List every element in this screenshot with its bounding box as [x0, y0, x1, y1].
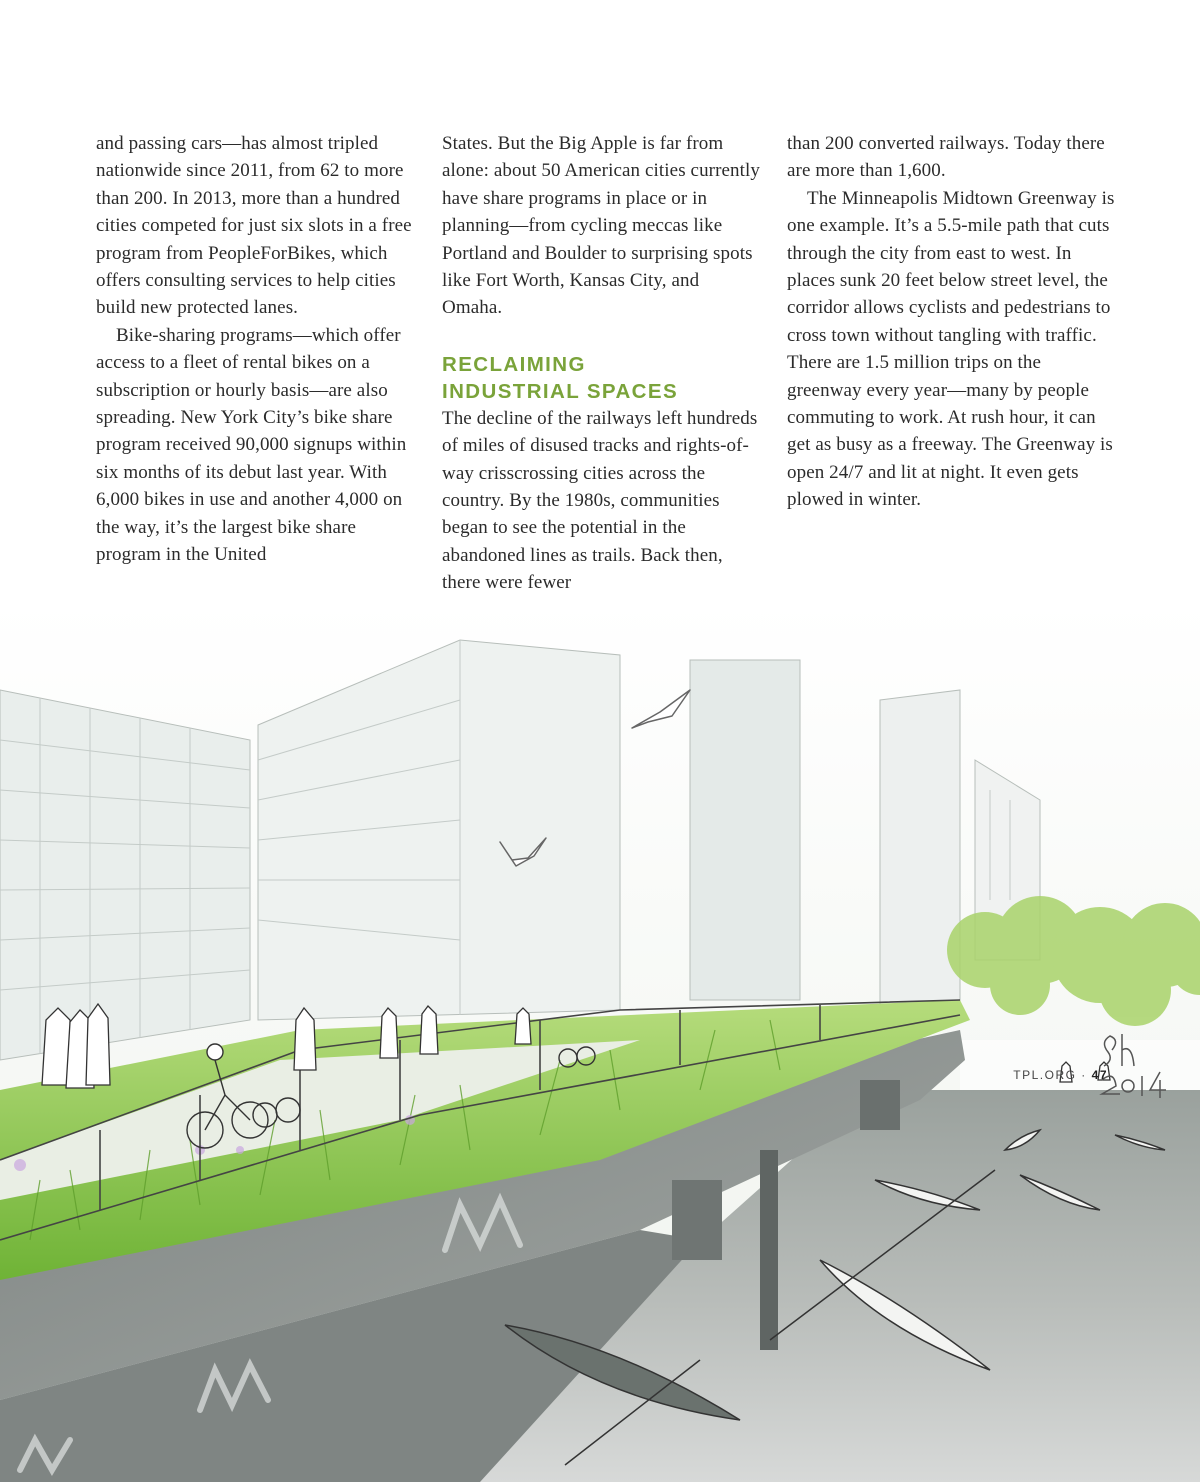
paragraph: and passing cars—has almost tripled nationwide since 2011, from 62 to more than 200. In 2013, more than a hundred cities competed for just six slots in a free program from PeopleForBikes, which offers consulting services to help cities build new protected lanes.	[96, 133, 412, 319]
site-url: TPL.ORG	[1013, 1068, 1077, 1082]
section-heading	[442, 351, 764, 405]
page-footer	[1013, 1068, 1108, 1082]
paragraph: than 200 converted railways. Today there are more than 1,600.	[787, 133, 1105, 182]
paragraph: States. But the Big Apple is far from alone: about 50 American cities currently have share programs in place or in planning—from cycling meccas like Portland and Boulder to surprising spots like Fort Worth, Kansas City, and Omaha.	[442, 133, 761, 319]
paragraph: The decline of the railways left hundreds of miles of disused tracks and rights-of-way crisscrossing cities across the country. By the 1980s, communities began to see the potential in the abandoned lines as trails. Back then, there were fewer	[442, 407, 758, 594]
greenway-illustration	[0, 600, 1200, 1482]
section-heading-line: INDUSTRIAL SPACES	[442, 379, 679, 403]
text-column-3	[787, 130, 1117, 514]
section-heading-line: RECLAIMING	[442, 352, 586, 376]
text-column-2	[442, 130, 764, 597]
text-column-1	[96, 130, 418, 569]
paragraph: Bike-sharing programs—which offer access to a fleet of rental bikes on a subscription or hourly basis—are also spreading. New York City’s bike share program received 90,000 signups within six months of its debut last year. With 6,000 bikes in use and another 4,000 on the way, it’s the largest bike share program in the United	[96, 324, 407, 566]
paragraph: The Minneapolis Midtown Greenway is one example. It’s a 5.5-mile path that cuts through the city from east to west. In places sunk 20 feet below street level, the corridor allows cyclists and pedestrians to cross town without tangling with traffic. There are 1.5 million trips on the greenway every year—many by people commuting to work. At rush hour, it can get as busy as a freeway. The Greenway is open 24/7 and lit at night. It even gets plowed in winter.	[787, 187, 1115, 511]
page-number: 47	[1091, 1068, 1108, 1082]
footer-separator: ·	[1081, 1068, 1087, 1082]
